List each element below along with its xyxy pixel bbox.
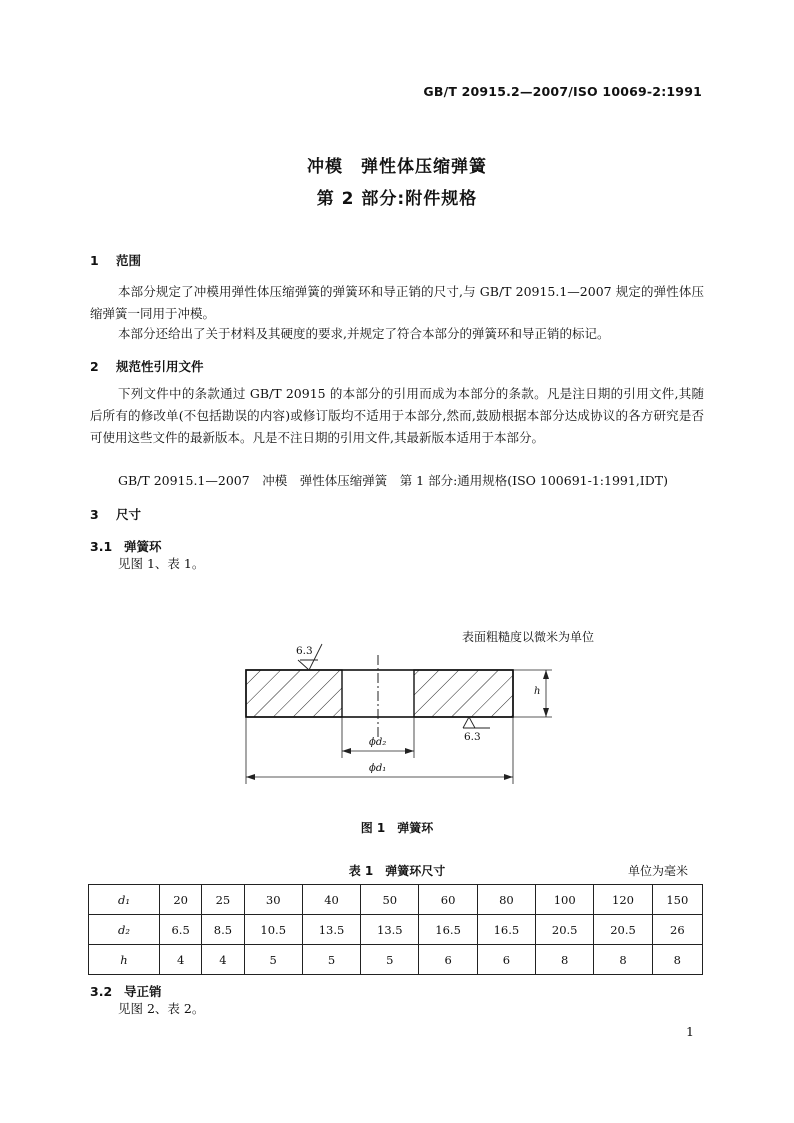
table-cell: 150 <box>652 885 702 915</box>
section-title: 尺寸 <box>116 507 142 522</box>
section-number: 1 <box>90 253 99 268</box>
table-cell: 6.5 <box>160 915 202 945</box>
figure-unit-note: 表面粗糙度以微米为单位 <box>462 630 595 644</box>
row-label: d₁ <box>89 885 160 915</box>
section-3-2-text: 见图 2、表 2。 <box>118 1001 205 1016</box>
table-cell: 100 <box>536 885 594 915</box>
d2-arrow-left <box>342 748 351 754</box>
roughness-symbol-bottom <box>463 717 475 728</box>
table-cell: 120 <box>594 885 652 915</box>
document-subtitle: 第 2 部分:附件规格 <box>316 189 478 209</box>
table-cell: 20.5 <box>536 915 594 945</box>
table-cell: 6 <box>419 945 477 975</box>
dimension-h-label: h <box>534 686 541 697</box>
table-row <box>89 885 703 915</box>
section-number: 3.2 <box>90 984 113 999</box>
table-cell: 8.5 <box>202 915 244 945</box>
table-1-unit: 单位为毫米 <box>628 864 689 878</box>
standard-code: GB/T 20915.2—2007/ISO 10069-2:1991 <box>423 84 702 99</box>
ring-section-left <box>246 670 342 717</box>
section-1-paragraph-2: 本部分还给出了关于材料及其硬度的要求,并规定了符合本部分的弹簧环和导正销的标记。 <box>118 326 610 341</box>
table-cell: 5 <box>302 945 360 975</box>
table-cell: 5 <box>361 945 419 975</box>
table-cell: 20.5 <box>594 915 652 945</box>
section-title: 导正销 <box>124 984 162 999</box>
table-cell: 13.5 <box>302 915 360 945</box>
section-title: 范围 <box>116 253 142 268</box>
section-number: 3.1 <box>90 539 113 554</box>
spring-ring-dimensions-table <box>88 884 703 975</box>
section-2-paragraph: 下列文件中的条款通过 GB/T 20915 的本部分的引用而成为本部分的条款。凡是注日期的引用文件,其随后所有的修改单(不包括勘误的内容)或修订版均不适用于本部分,然而,鼓励根据本部分达成协议的各方研究是否可使用这些文件的最新版本。凡是不注日期的引用文件,其最新版本适用于本部分。 <box>90 386 704 445</box>
section-title: 弹簧环 <box>124 539 162 554</box>
table-cell: 30 <box>244 885 302 915</box>
section-number: 2 <box>90 359 99 374</box>
table-cell: 4 <box>202 945 244 975</box>
table-cell: 60 <box>419 885 477 915</box>
table-cell: 10.5 <box>244 915 302 945</box>
dimension-d1-label: ϕd₁ <box>369 763 387 774</box>
section-1-paragraph-1: 本部分规定了冲模用弹性体压缩弹簧的弹簧环和导正销的尺寸,与 GB/T 20915.1—2007 规定的弹性体压缩弹簧一同用于冲模。 <box>90 284 704 321</box>
d2-arrow-right <box>405 748 414 754</box>
table-cell: 4 <box>160 945 202 975</box>
table-cell: 6 <box>477 945 535 975</box>
section-number: 3 <box>90 507 99 522</box>
table-cell: 80 <box>477 885 535 915</box>
table-cell: 50 <box>361 885 419 915</box>
table-cell: 40 <box>302 885 360 915</box>
section-3-1-text: 见图 1、表 1。 <box>118 556 205 571</box>
row-label: h <box>89 945 160 975</box>
row-label: d₂ <box>89 915 160 945</box>
table-cell: 8 <box>652 945 702 975</box>
table-cell: 20 <box>160 885 202 915</box>
table-cell: 16.5 <box>477 915 535 945</box>
table-cell: 16.5 <box>419 915 477 945</box>
roughness-value-top: 6.3 <box>296 645 313 657</box>
normative-reference: GB/T 20915.1—2007 冲模 弹性体压缩弹簧 第 1 部分:通用规格(ISO 100691-1:1991,IDT) <box>118 473 668 488</box>
table-cell: 25 <box>202 885 244 915</box>
table-1-title: 表 1 弹簧环尺寸 <box>348 864 446 878</box>
page-number: 1 <box>686 1024 694 1039</box>
dimension-d2-label: ϕd₂ <box>369 737 387 748</box>
document-title: 冲模 弹性体压缩弹簧 <box>307 157 487 177</box>
table-cell: 8 <box>594 945 652 975</box>
d1-arrow-left <box>246 774 255 780</box>
d1-arrow-right <box>504 774 513 780</box>
table-row <box>89 945 703 975</box>
table-cell: 8 <box>536 945 594 975</box>
h-arrow-bottom <box>543 708 549 717</box>
h-arrow-top <box>543 670 549 679</box>
section-title: 规范性引用文件 <box>116 359 204 374</box>
roughness-value-bottom: 6.3 <box>464 731 481 743</box>
ring-section-right <box>414 670 513 717</box>
table-cell: 26 <box>652 915 702 945</box>
table-row <box>89 915 703 945</box>
table-cell: 13.5 <box>361 915 419 945</box>
table-cell: 5 <box>244 945 302 975</box>
figure-1-caption: 图 1 弹簧环 <box>360 821 434 835</box>
